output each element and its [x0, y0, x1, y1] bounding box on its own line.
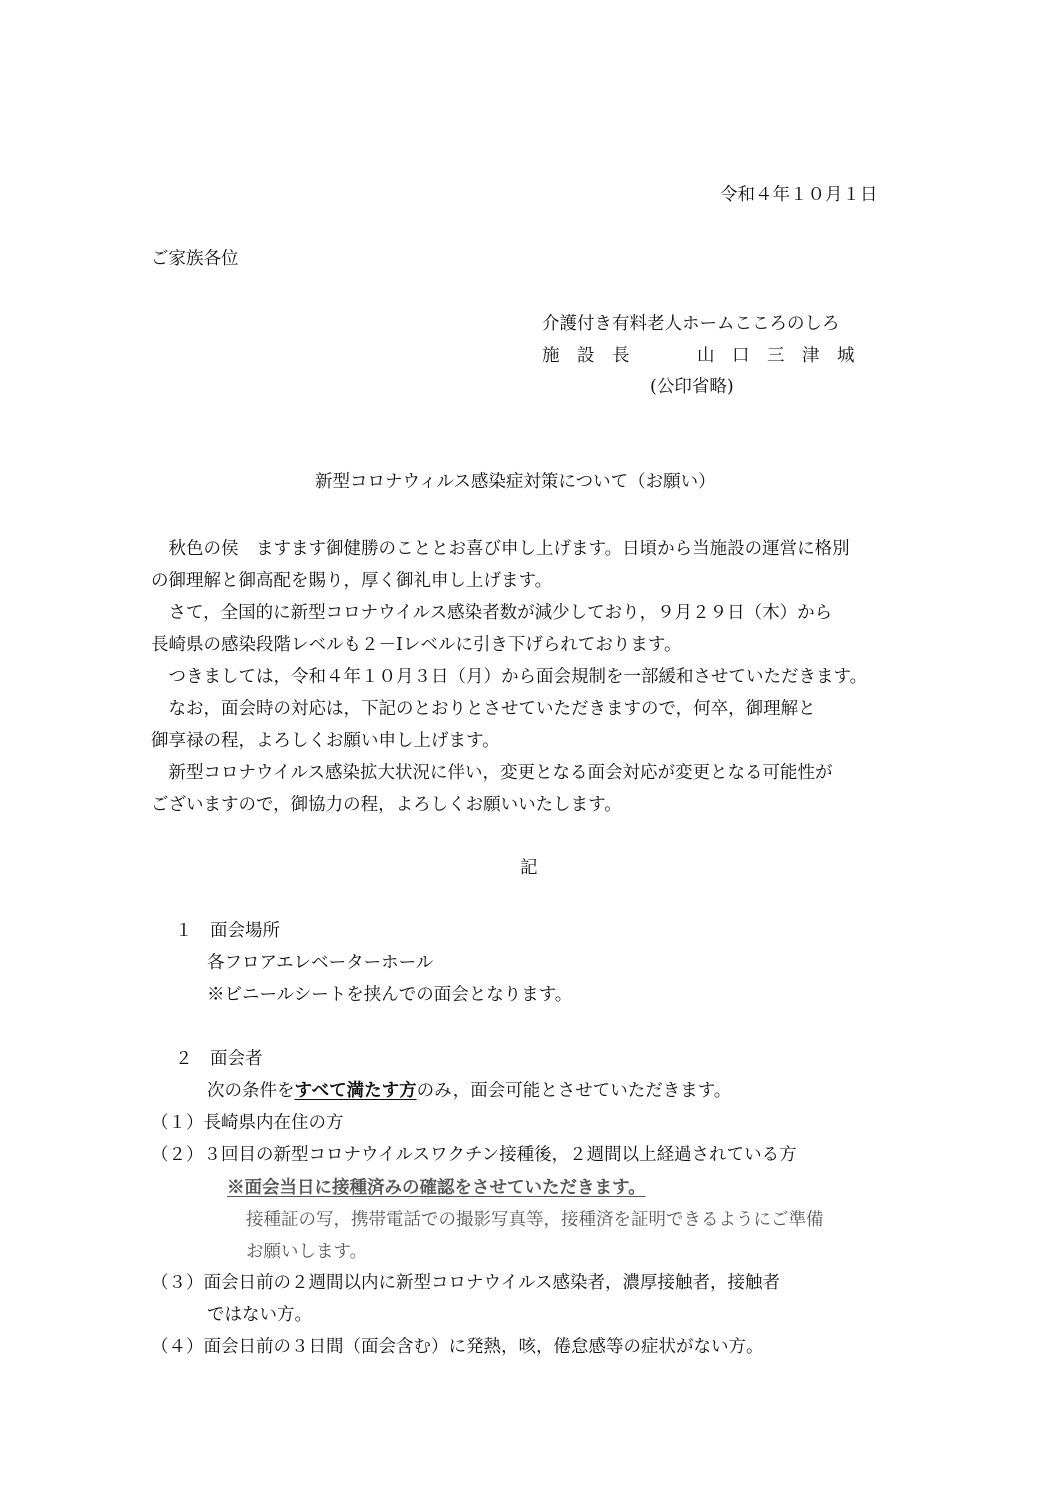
condition-2-sub-line-2: お願いします。	[246, 1242, 368, 1262]
body-paragraph-1-line-1: 秋色の侯 ますます御健勝のこととお喜び申し上げます。日頃から当施設の運営に格別	[151, 539, 850, 559]
body-paragraph-2-line-2: 長崎県の感染段階レベルも２－Ⅰレベルに引き下げられております。	[151, 635, 682, 655]
body-paragraph-4-line-1: なお，面会時の対応は，下記のとおりとさせていただきますので，何卒，御理解と	[151, 699, 816, 719]
section-2-intro	[207, 1080, 731, 1102]
sender-organization: 介護付き有料老人ホームこころのしろ	[542, 314, 840, 334]
condition-3-line-2: ではない方。	[207, 1305, 312, 1325]
body-paragraph-4-line-2: 御享禄の程，よろしくお願い申し上げます。	[151, 731, 500, 751]
section-2-intro-emphasis: すべて満たす方	[294, 1081, 417, 1101]
section-2-intro-post: のみ，面会可能とさせていただきます。	[416, 1081, 732, 1101]
document-date: 令和４年１０月１日	[720, 185, 878, 205]
condition-2: （２）３回目の新型コロナウイルスワクチン接種後，２週間以上経過されている方	[151, 1145, 797, 1165]
ki-heading: 記	[520, 858, 538, 878]
section-1-heading: １ 面会場所	[175, 921, 280, 941]
section-1-note: ※ビニールシートを挟んでの面会となります。	[207, 985, 573, 1005]
body-paragraph-1-line-2: の御理解と御高配を賜り，厚く御礼申し上げます。	[151, 571, 553, 591]
body-paragraph-3-line-1: つきましては，令和４年１０月３日（月）から面会規制を一部緩和させていただきます。	[151, 667, 868, 687]
condition-2-note: ※面会当日に接種済みの確認をさせていただきます。	[227, 1178, 646, 1198]
section-2-intro-pre: 次の条件を	[207, 1081, 295, 1101]
body-paragraph-2-line-1: さて，全国的に新型コロナウイルス感染者数が減少しており，９月２９日（木）から	[151, 603, 833, 623]
condition-1: （１）長崎県内在住の方	[151, 1113, 344, 1133]
condition-4: （４）面会日前の３日間（面会含む）に発熱，咳，倦怠感等の症状がない方。	[151, 1337, 764, 1357]
body-paragraph-5-line-2: ございますので，御協力の程，よろしくお願いいたします。	[151, 795, 622, 815]
condition-2-sub-line-1: 接種証の写，携帯電話での撮影写真等，接種済を証明できるようにご準備	[246, 1210, 824, 1230]
addressee: ご家族各位	[151, 249, 239, 269]
condition-3-line-1: （３）面会日前の２週間以内に新型コロナウイルス感染者，濃厚接触者，接触者	[151, 1273, 780, 1293]
sender-name: 山 口 三 津 城	[697, 346, 855, 366]
seal-omitted-note: (公印省略)	[650, 377, 734, 397]
document-title: 新型コロナウィルス感染症対策について（お願い）	[315, 472, 716, 492]
section-2-heading: ２ 面会者	[175, 1049, 263, 1069]
body-paragraph-5-line-1: 新型コロナウイルス感染拡大状況に伴い，変更となる面会対応が変更となる可能性が	[151, 763, 833, 783]
section-1-location: 各フロアエレベーターホール	[207, 953, 434, 973]
sender-title: 施 設 長	[542, 346, 630, 366]
